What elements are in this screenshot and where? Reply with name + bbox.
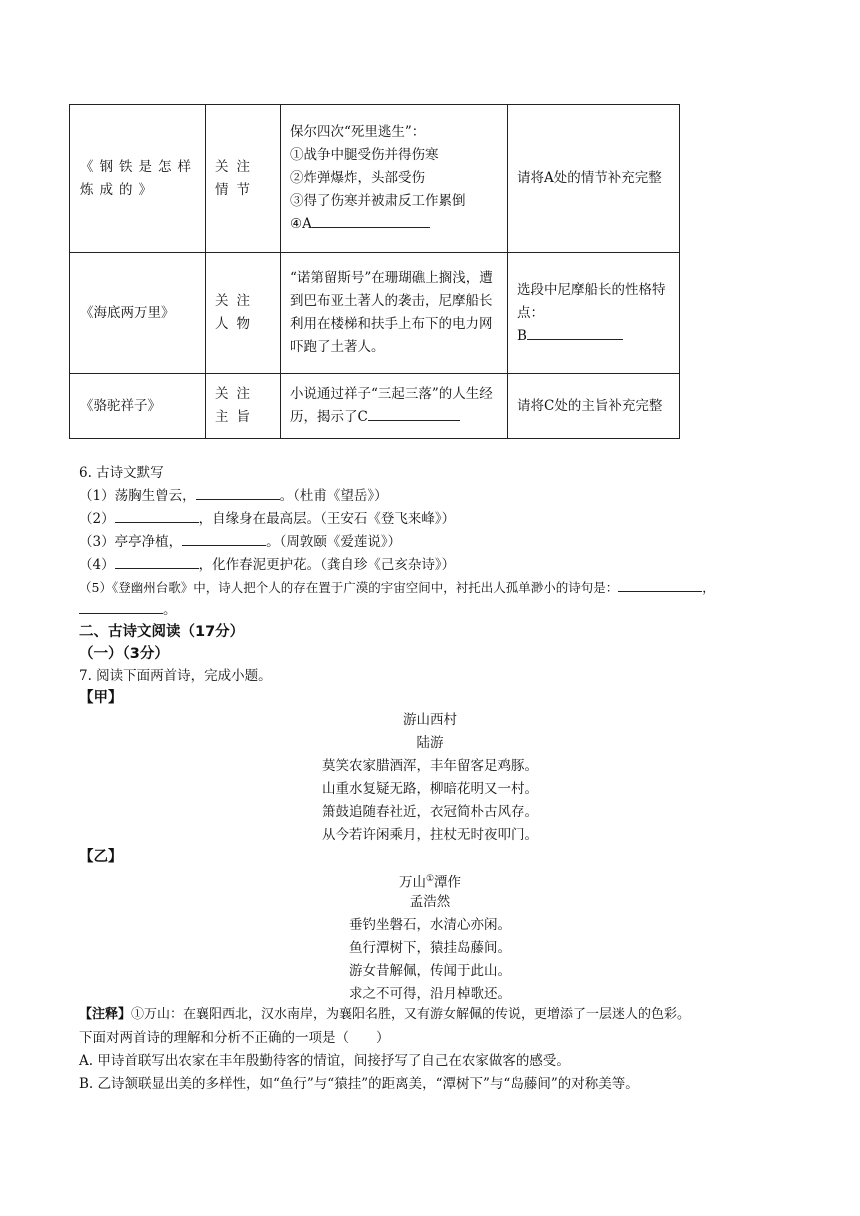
content-cell [281,253,508,374]
content-line: ③得了伤寒并被肃反工作累倒 [290,193,466,209]
focus-cell [206,253,281,374]
annotation-text: ①万山：在襄阳西北，汉水南岸，为襄阳名胜，又有游女解佩的传说，更增添了一层迷人的色彩。 [131,1007,691,1022]
q6-item-pre: （4） [79,557,115,573]
q6-item [79,555,455,575]
task-text: 请将A处的情节补充完整 [517,170,662,186]
poem-author: 孟浩然 [409,894,451,910]
answer-blank-b[interactable] [527,325,623,340]
section-heading: 二、古诗文阅读（17分） [79,624,245,640]
reading-table [69,104,680,439]
task-text [508,279,679,348]
footnote-marker: ① [425,874,435,884]
poem-line: 鱼行潭树下，猿挂岛藤间。 [349,940,511,956]
q6-item-pre: （1）荡胸生曾云， [79,488,196,504]
poem-line: 求之不可得，沿月棹歌还。 [349,986,511,1002]
q6-item-pre: （5）《登幽州台歌》中，诗人把个人的存在置于广漠的宇宙空间中，衬托出人孤单渺小的诗句是： [79,580,619,595]
book-cell [70,105,206,253]
question-7-stem: 下面对两首诗的理解和分析不正确的一项是（ ） [79,1030,390,1046]
focus-cell [206,105,281,253]
content-cell [281,374,508,439]
label-yi: 【乙】 [79,849,123,865]
q6-item-continued [79,600,177,620]
answer-blank[interactable] [115,509,199,523]
book-title: 《海底两万里》 [80,304,175,321]
annotation [79,1005,690,1025]
answer-blank[interactable] [115,555,199,569]
label-jia: 【甲】 [79,690,123,706]
q6-item-pre: （3）亭亭净植， [79,534,183,550]
blank-label: B [517,327,527,344]
q6-item-pre: （2） [79,511,115,527]
poem-title [0,869,860,893]
book-cell [70,374,206,439]
content-line: ①战争中腿受伤并得伤寒 [290,147,439,163]
content-text [281,383,507,429]
option-a[interactable]: A. 甲诗首联写出农家在丰年殷勤待客的情谊，间接抒写了自己在农家做客的感受。 [79,1053,570,1069]
answer-blank[interactable] [618,578,702,592]
annotation-label: 【注释】 [79,1007,132,1022]
poem-title-end: 潭作 [434,874,462,891]
task-cell [508,253,680,374]
focus-cell [206,374,281,439]
poem-title: 游山西村 [403,712,457,728]
q6-item [79,486,388,506]
poem-author: 陆游 [416,735,444,751]
question-6-title: 6. 古诗文默写 [79,465,164,481]
q6-item [79,578,715,598]
q6-item-post: 。（杜甫《望岳》） [279,488,388,504]
poem-line: 从今若许闲乘月，拄杖无时夜叩门。 [322,827,538,843]
poem-line: 游女昔解佩，传闻于此山。 [349,963,511,979]
poem-title-main: 万山 [398,874,426,891]
q6-item [79,509,455,529]
focus-label: 关注情节 [215,158,258,198]
content-cell [281,105,508,253]
q6-item-post: ， [702,580,715,595]
poem-line: 莫笑农家腊酒浑，丰年留客足鸡豚。 [322,758,538,774]
q6-item-post: ，自缘身在最高层。（王安石《登飞来峰》） [198,511,456,527]
content-line: ②炸弹爆炸，头部受伤 [290,170,425,186]
book-cell [70,253,206,374]
content-lines [281,121,507,236]
poem-line: 山重水复疑无路，柳暗花明又一村。 [322,781,538,797]
table-row [70,105,680,253]
task-cell [508,374,680,439]
focus-label: 关注主旨 [215,386,258,425]
task-text: 请将C处的主旨补充完整 [517,397,663,414]
answer-blank-c[interactable] [368,406,460,421]
content-line [290,213,499,236]
table-row [70,253,680,374]
option-b[interactable]: B. 乙诗颔联显出美的多样性，如“鱼行”与“猿挂”的距离美，“潭树下”与“岛藤间”的对称美等。 [79,1076,639,1092]
focus-label: 关注人物 [215,293,258,332]
q6-item [79,532,401,552]
poem-line: 箫鼓追随春社近，衣冠简朴古风存。 [322,804,538,820]
q6-item-post: 。（周敦颐《爱莲说》） [266,534,402,550]
task-line [517,325,671,348]
task-line: 选段中尼摩船长的性格特点： [517,281,666,321]
book-title: 《钢铁是怎样炼成的》 [80,158,197,198]
book-title: 《骆驼祥子》 [80,397,161,414]
task-cell [508,105,680,253]
answer-blank[interactable] [196,486,280,500]
answer-blank[interactable] [79,600,163,614]
poem-line: 垂钓坐磐石，水清心亦闲。 [349,917,511,933]
question-7-intro: 7. 阅读下面两首诗，完成小题。 [79,668,272,684]
content-span: 小说通过祥子“三起三落”的人生经历，揭示了C [290,386,493,425]
table-row [70,374,680,439]
q6-item-post: ，化作春泥更护花。（龚自珍《己亥杂诗》） [198,557,456,573]
answer-blank-a[interactable] [312,213,430,228]
blank-label: ④A [290,216,312,232]
q6-item-post: 。 [163,602,177,618]
content-line: 保尔四次“死里逃生”： [290,124,426,140]
content-text: “诺第留斯号”在珊瑚礁上搁浅，遭到巴布亚土著人的袭击，尼摩船长利用在楼梯和扶手上布下的电力网吓跑了土著人。 [290,270,493,355]
answer-blank[interactable] [182,532,266,546]
subsection-heading: （一）（3分） [79,646,169,662]
